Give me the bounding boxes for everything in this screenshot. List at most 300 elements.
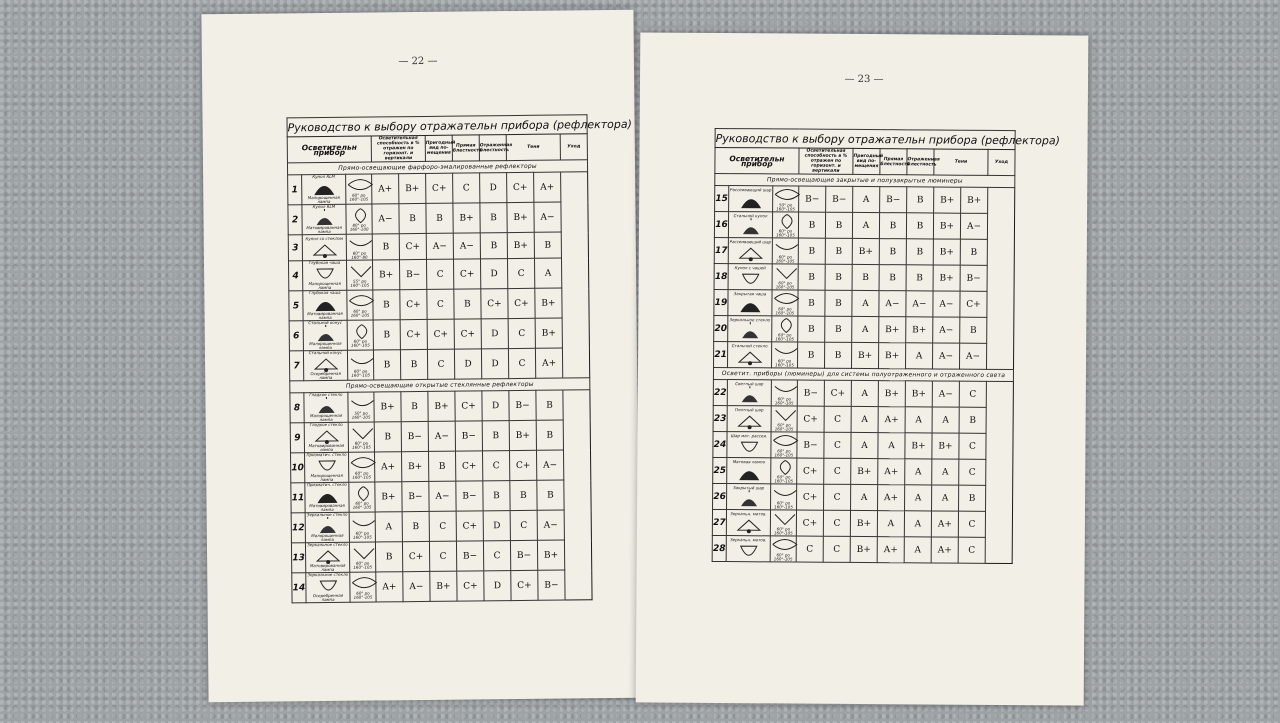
row-number: 11 — [291, 483, 305, 513]
grade-cell: B+ — [879, 317, 906, 343]
grade-cell: A− — [960, 213, 987, 239]
grade-cell: B+ — [906, 317, 933, 343]
lamp-drawing-icon — [727, 542, 770, 559]
angle-text: 60° ро 160°-105 — [774, 500, 793, 510]
row-number: 28 — [712, 535, 726, 561]
row-number: 20 — [714, 315, 728, 341]
grade-cell: D — [481, 319, 508, 349]
grade-cell: C+ — [399, 233, 426, 259]
distribution-curve-icon — [772, 406, 797, 423]
grade-cell: B− — [402, 481, 429, 511]
header-suitable-type: Пригодный вид по- мещения — [853, 148, 880, 174]
grade-cell: B — [879, 213, 906, 239]
grade-cell: B — [372, 234, 399, 260]
grade-cell: B+ — [961, 187, 988, 213]
lamp-drawing-icon — [727, 516, 770, 533]
row-number: 8 — [290, 393, 304, 423]
lamp-name: Закрытый шар — [733, 485, 765, 491]
angle-text: 60° ро 160°-105 — [774, 422, 794, 432]
grade-cell: C — [958, 511, 985, 537]
distribution-curve-icon — [350, 574, 375, 591]
grade-cell: A+ — [878, 485, 905, 511]
lamp-name: Купол RLM — [312, 203, 336, 210]
grade-cell: B — [798, 316, 825, 342]
lamp-cell — [728, 342, 772, 368]
grade-cell: C — [508, 318, 535, 348]
grade-cell: C — [507, 258, 534, 288]
grade-cell: D — [484, 571, 511, 601]
grade-cell: C+ — [797, 406, 824, 432]
distribution-cell — [349, 542, 375, 572]
header-direct-brightness: Прямая блестность — [880, 149, 907, 175]
table-row — [291, 450, 591, 483]
lamp-name: Зеркальное стекло — [729, 317, 771, 323]
lamp-cell — [305, 542, 349, 572]
header-shadows: Тени — [506, 134, 560, 161]
book-page-right — [636, 32, 1089, 705]
distribution-cell — [770, 510, 796, 536]
table-row — [714, 263, 1014, 291]
table-title: Руководство к выбору отражательн прибора (рефлектора) — [715, 128, 1015, 149]
grade-cell: B+ — [879, 343, 906, 369]
table-row — [289, 288, 589, 321]
lamp-drawing-icon — [304, 355, 347, 372]
table-row — [291, 510, 591, 543]
lamp-cell — [727, 484, 771, 510]
distribution-curve-icon — [350, 544, 375, 561]
lamp-name: Зеркальное стекло — [306, 511, 348, 518]
grade-cell: D — [483, 511, 510, 541]
lamp-cell — [727, 458, 771, 484]
grade-cell: C — [510, 510, 537, 540]
lamp-caption: Матовированная лампа — [307, 310, 343, 321]
angle-text: 60° ро 160°-105 — [773, 552, 793, 562]
angle-text: 60° ро 160°-105 — [775, 306, 795, 316]
grade-cell: B− — [510, 540, 537, 570]
distribution-cell — [770, 536, 796, 562]
distribution-cell — [348, 422, 374, 452]
grade-cell: C — [823, 536, 850, 562]
angle-text: 60° ро 160°-80 — [351, 250, 368, 260]
table-row — [292, 570, 592, 603]
grade-cell: C+ — [400, 319, 427, 349]
row-number: 10 — [291, 453, 305, 483]
row-number: 16 — [714, 211, 728, 237]
grade-cell: B — [536, 390, 563, 420]
table-row — [713, 405, 1013, 433]
grade-cell: C+ — [455, 391, 482, 421]
table-row — [714, 211, 1014, 239]
grade-cell: B — [879, 239, 906, 265]
grade-cell: A — [851, 406, 878, 432]
lamp-name: Светлый шар — [735, 381, 764, 387]
section-title: Осветит. приборы (люминеры) для системы полуотраженного и отраженного света — [713, 367, 1013, 381]
row-number: 19 — [714, 289, 728, 315]
distribution-curve-icon — [771, 484, 796, 501]
row-number: 24 — [713, 431, 727, 457]
grade-cell: A+ — [534, 172, 561, 202]
row-number: 26 — [713, 483, 727, 509]
lamp-caption: Малорощенная лампа — [307, 194, 340, 205]
row-number: 23 — [713, 405, 727, 431]
angle-text: 60° ро 160°-105 — [349, 192, 369, 202]
grade-cell: B — [798, 264, 825, 290]
grade-cell: C+ — [797, 484, 824, 510]
distribution-curve-icon — [772, 380, 797, 397]
grade-cell: B+ — [933, 239, 960, 265]
grade-cell: A− — [906, 291, 933, 317]
lamp-drawing-icon — [306, 547, 349, 564]
lamp-cell — [729, 186, 773, 212]
lamp-caption: Малорощенная лампа — [311, 532, 344, 543]
grade-cell: B+ — [375, 482, 402, 512]
lamp-name: Призматич. стекло — [306, 481, 347, 488]
lamp-cell — [302, 234, 346, 260]
row-number: 14 — [292, 573, 306, 603]
angle-text: 60° ро 160°-105 — [353, 590, 373, 600]
grade-cell: C — [824, 484, 851, 510]
angle-text: 60° ро 160°-105 — [776, 228, 795, 238]
book-page-left — [201, 10, 640, 702]
grade-cell: B+ — [934, 187, 961, 213]
grade-cell: C — [824, 458, 851, 484]
grade-cell: B+ — [402, 451, 429, 481]
reflector-guide-table-left — [286, 114, 632, 603]
grade-cell: C+ — [509, 450, 536, 480]
lamp-name: Закрытая чаша — [733, 291, 767, 297]
grade-cell: A− — [536, 450, 563, 480]
angle-text: 60° ро 160°-105 — [352, 440, 371, 450]
grade-cell: B+ — [878, 381, 905, 407]
distribution-curve-icon — [348, 395, 373, 412]
grade-cell: B — [483, 481, 510, 511]
grade-cell: A — [905, 407, 932, 433]
grade-cell: A — [853, 186, 880, 212]
header-suitable-type: Пригодный вид по- мещения — [425, 135, 452, 161]
angle-text: 50° ро 160°-105 — [776, 202, 795, 212]
grade-cell: B — [401, 391, 428, 421]
header-care: Уход — [560, 134, 587, 160]
distribution-curve-icon — [772, 342, 797, 359]
lamp-cell — [726, 510, 770, 536]
table-row — [715, 185, 1015, 213]
grade-cell: A− — [403, 571, 430, 601]
grade-cell: B+ — [933, 213, 960, 239]
distribution-cell — [350, 572, 376, 602]
grade-cell: C — [824, 432, 851, 458]
grade-cell: A− — [453, 233, 480, 259]
section-title: Прямо-освещающие закрытые и полузакрытые люминеры — [715, 173, 1015, 187]
lamp-cell — [727, 432, 771, 458]
grade-cell: B+ — [509, 420, 536, 450]
grade-cell: A+ — [375, 452, 402, 482]
lamp-name: Купол с чашей — [734, 265, 766, 271]
grade-cell: B — [428, 451, 455, 481]
lamp-name: Стальной стекло — [731, 343, 768, 349]
distribution-cell — [771, 432, 797, 458]
grade-cell: B+ — [428, 391, 455, 421]
grade-cell: B− — [509, 390, 536, 420]
distribution-curve-icon — [773, 264, 798, 281]
lamp-cell — [728, 316, 772, 342]
lamp-drawing-icon — [728, 412, 771, 429]
grade-cell: B− — [538, 570, 565, 600]
distribution-curve-icon — [772, 316, 797, 333]
lamp-drawing-icon — [727, 438, 770, 455]
lamp-drawing-icon — [306, 517, 349, 534]
distribution-cell — [772, 342, 798, 368]
header-care: Уход — [988, 149, 1015, 175]
lamp-name: Стальной купол — [733, 213, 768, 219]
table-row — [288, 172, 588, 205]
distribution-curve-icon — [349, 484, 374, 501]
grade-cell: C+ — [455, 451, 482, 481]
grade-cell: B+ — [933, 265, 960, 291]
lamp-cell — [728, 264, 772, 290]
lamp-cell — [303, 290, 347, 320]
grade-cell: B — [825, 290, 852, 316]
angle-text: 60° ро 160°-105 — [353, 530, 372, 540]
row-number: 5 — [289, 291, 303, 321]
row-number: 1 — [288, 175, 302, 205]
distribution-curve-icon — [773, 212, 798, 229]
grade-cell: A− — [426, 233, 453, 259]
grade-cell: B− — [797, 380, 824, 406]
grade-cell: B+ — [374, 392, 401, 422]
grade-cell: B — [374, 422, 401, 452]
lamp-drawing-icon — [727, 464, 770, 481]
grade-cell: C+ — [454, 319, 481, 349]
grade-cell: B− — [401, 421, 428, 451]
distribution-curve-icon — [771, 510, 796, 527]
grade-cell: B — [399, 203, 426, 233]
grade-cell: A+ — [877, 537, 904, 563]
distribution-cell — [346, 260, 372, 290]
table-row — [290, 420, 590, 453]
header-fixture: Осветительн прибор — [287, 136, 371, 163]
grade-cell: A — [375, 512, 402, 542]
distribution-cell — [346, 204, 372, 234]
grade-cell: B− — [456, 541, 483, 571]
grade-cell: C — [483, 541, 510, 571]
distribution-curve-icon — [349, 454, 374, 471]
row-number: 7 — [289, 351, 303, 381]
lamp-cell — [303, 350, 347, 380]
grade-cell: C — [429, 541, 456, 571]
grade-cell: B+ — [430, 571, 457, 601]
distribution-curve-icon — [348, 323, 373, 340]
grade-cell: B — [906, 239, 933, 265]
grade-cell: C — [426, 259, 453, 289]
grade-cell: C+ — [796, 510, 823, 536]
angle-text: 60° ро 160°-105 — [352, 470, 372, 480]
table-row — [288, 258, 588, 291]
lamp-name: Рассеивающий шар — [729, 239, 772, 245]
section-title: Прямо-освещающие открытые стеклянные рефлекторы — [290, 378, 590, 393]
lamp-drawing-icon — [303, 265, 346, 282]
table-row — [713, 379, 1013, 407]
reflector-guide-table-right — [712, 128, 1060, 564]
lamp-name: Зеркальн. матов. — [730, 511, 767, 517]
row-number: 9 — [290, 423, 304, 453]
grade-cell: B — [534, 232, 561, 258]
grade-cell: B+ — [852, 238, 879, 264]
distribution-cell — [773, 186, 799, 212]
lamp-name: Глубокая чаша — [309, 289, 341, 296]
distribution-cell — [771, 406, 797, 432]
angle-text: 50° ро 160°-105 — [351, 410, 371, 420]
lamp-name: Плотный шар — [734, 407, 764, 413]
grade-cell: A — [534, 258, 561, 288]
table-row — [291, 540, 591, 573]
grade-cell: B — [906, 265, 933, 291]
distribution-cell — [347, 320, 373, 350]
lamp-cell — [305, 482, 349, 512]
grade-cell: B — [454, 289, 481, 319]
distribution-cell — [772, 290, 798, 316]
grade-cell: B− — [456, 481, 483, 511]
grade-cell: B− — [455, 421, 482, 451]
table-title: Руководство к выбору отражательн прибора (рефлектора) — [287, 115, 587, 137]
lamp-drawing-icon — [729, 218, 772, 235]
lamp-cell — [302, 204, 346, 234]
grade-cell: B — [510, 480, 537, 510]
grade-cell: A− — [932, 381, 959, 407]
distribution-cell — [771, 380, 797, 406]
grade-cell: C+ — [960, 291, 987, 317]
grade-cell: A− — [429, 481, 456, 511]
angle-text: 60° ро 160°-105 — [774, 474, 794, 484]
section-title: Прямо-освещающие фарфоро-эмалированные рефлекторы — [287, 160, 587, 175]
grade-cell: B+ — [905, 381, 932, 407]
grade-cell: B — [906, 213, 933, 239]
grade-cell: C — [959, 459, 986, 485]
grade-cell: A — [905, 459, 932, 485]
grade-cell: A — [932, 459, 959, 485]
table-row — [714, 341, 1014, 369]
distribution-cell — [349, 482, 375, 512]
grade-cell: A — [851, 380, 878, 406]
grade-cell: A− — [933, 317, 960, 343]
lamp-caption: Малорощенная лампа — [309, 340, 342, 351]
row-number: 17 — [714, 237, 728, 263]
header-reflected-brightness: Отраженная блестность — [479, 135, 506, 161]
grade-cell: C+ — [797, 458, 824, 484]
grade-cell: B — [960, 317, 987, 343]
grade-cell: C+ — [400, 289, 427, 319]
lamp-name: Купол RLM — [312, 173, 335, 180]
grade-cell: B — [426, 203, 453, 233]
lamp-cell — [304, 422, 348, 452]
lamp-drawing-icon — [728, 322, 771, 339]
lamp-cell — [728, 290, 772, 316]
lamp-drawing-icon — [728, 386, 771, 403]
lamp-caption: Матовированная лампа — [309, 502, 345, 513]
lamp-drawing-icon — [303, 241, 346, 258]
grade-cell: C+ — [457, 571, 484, 601]
grade-cell: C — [959, 433, 986, 459]
angle-text: 60° ро 160°-105 — [775, 358, 794, 368]
lamp-name: Зеркальн. матов. — [730, 537, 767, 543]
grade-cell: B — [536, 420, 563, 450]
distribution-cell — [347, 350, 373, 380]
grade-cell: C — [824, 406, 851, 432]
lamp-cell — [304, 392, 348, 422]
grade-cell: B+ — [507, 232, 534, 258]
grade-cell: D — [482, 391, 509, 421]
lamp-caption: Осеребренная лампа — [312, 592, 344, 603]
table-row — [713, 457, 1013, 485]
distribution-curve-icon — [773, 238, 798, 255]
lamp-caption: Матовированная лампа — [306, 224, 342, 235]
grade-cell: B — [373, 320, 400, 350]
lamp-drawing-icon — [728, 296, 771, 313]
grade-cell: A− — [960, 343, 987, 369]
grade-cell: B+ — [507, 202, 534, 232]
table-row — [714, 289, 1014, 317]
grade-cell: B — [879, 265, 906, 291]
grade-cell: C — [453, 173, 480, 203]
angle-text: 60° ро 160°-105 — [774, 448, 794, 458]
table-row — [288, 232, 588, 261]
table-row — [714, 237, 1014, 265]
grade-cell: A− — [537, 510, 564, 540]
grade-cell: B — [798, 290, 825, 316]
angle-text: 60° ро 160°-105 — [774, 396, 794, 406]
grade-cell: A+ — [372, 174, 399, 204]
lamp-caption: Матовированная лампа — [309, 562, 346, 573]
page-number: — 22 — — [398, 55, 438, 68]
lamp-name: Гладкое стекло — [309, 421, 343, 428]
lamp-caption: Матовированная лампа — [308, 442, 345, 453]
angle-text: 60° ро 160°-105 — [352, 500, 372, 510]
grade-cell: B+ — [535, 288, 562, 318]
distribution-curve-icon — [771, 432, 796, 449]
grade-cell: A — [932, 485, 959, 511]
lamp-caption: Малорощенная лампа — [309, 412, 343, 423]
table-row — [288, 202, 588, 235]
lamp-drawing-icon — [305, 457, 348, 474]
grade-cell: B — [798, 212, 825, 238]
grade-cell: B — [852, 264, 879, 290]
lamp-name: Стальной конус — [308, 349, 343, 356]
distribution-curve-icon — [349, 424, 374, 441]
grade-cell: B — [798, 238, 825, 264]
grade-cell: D — [454, 349, 481, 379]
grade-cell: C — [482, 451, 509, 481]
lamp-drawing-icon — [302, 209, 345, 226]
lamp-name: Шар мат. рассеи. — [730, 433, 768, 439]
grade-cell: C — [958, 537, 985, 563]
grade-cell: A — [852, 316, 879, 342]
angle-text: 60° ро 160°-105 — [350, 308, 370, 318]
distribution-curve-icon — [347, 235, 372, 252]
row-number: 2 — [288, 205, 302, 235]
angle-text: 60° ро 160°-105 — [773, 526, 793, 536]
distribution-curve-icon — [350, 514, 375, 531]
grade-cell: C+ — [402, 541, 429, 571]
lamp-drawing-icon — [302, 179, 345, 196]
grade-cell: A− — [933, 291, 960, 317]
distribution-curve-icon — [346, 207, 371, 224]
angle-text: 80° ро 160°-100 — [349, 222, 369, 232]
grade-cell: B — [402, 511, 429, 541]
lamp-cell — [728, 238, 772, 264]
angle-text: 60° ро 160°-105 — [775, 280, 795, 290]
lamp-name: Стальной конус — [308, 319, 342, 326]
lamp-cell — [306, 572, 350, 602]
grade-cell: B+ — [537, 540, 564, 570]
